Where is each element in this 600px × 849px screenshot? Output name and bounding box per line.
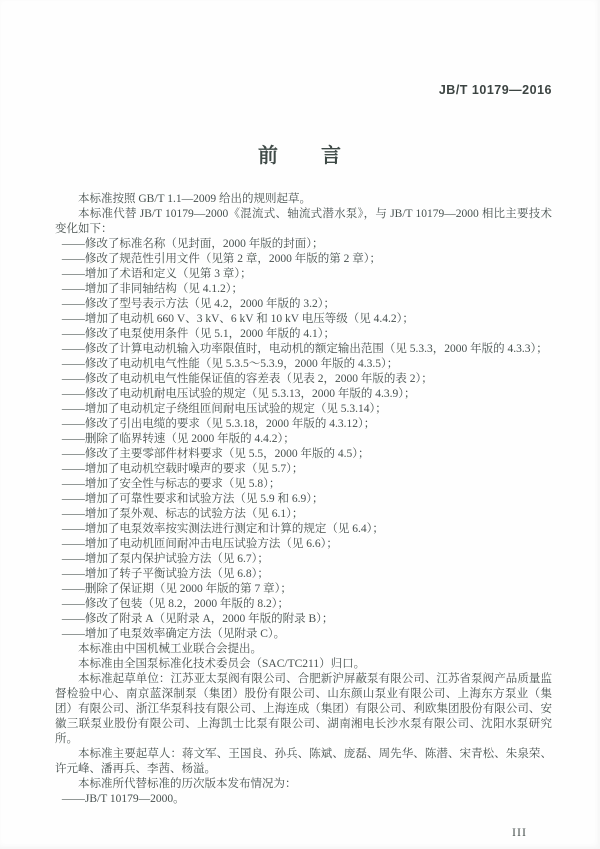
change-item: ——增加了可靠性要求和试验方法（见 5.9 和 6.9）； [61, 493, 324, 505]
closing-paragraph: 本标准主要起草人：蒋文军、王国良、孙兵、陈斌、庞磊、周先华、陈潜、宋青松、朱泉荣、许元峰、潘再兵、李茜、杨溢。 [55, 748, 552, 775]
intro-paragraph: 本标准代替 JB/T 10179—2000《混流式、轴流式潜水泵》，与 JB/T 10179—2000 相比主要技术变化如下： [55, 208, 552, 235]
change-item: ——增加了电动机空载时噪声的要求（见 5.7）； [61, 463, 304, 475]
change-item: ——增加了电泵效率按实测法进行测定和计算的规定（见 6.4）； [61, 523, 384, 535]
closing-paragraph: 本标准所代替标准的历次版本发布情况为： [78, 778, 297, 790]
closing-paragraph: 本标准起草单位：江苏亚太泵阀有限公司、合肥新沪屏蔽泵有限公司、江苏省泵阀产品质量监督检验中心、南京蓝深制泵（集团）股份有限公司、山东颜山泵业有限公司、上海东方泵业（集团）有限公司、浙江华泵科技有限公司、上海连成（集团）有限公司、利欧集团股份有限公司、安徽三联泵业股份有限公司、上海凯士比泵有限公司、湖南湘电长沙水泵有限公司、沈阳水泵研究所。 [55, 673, 552, 745]
change-list [55, 237, 552, 642]
intro-paragraphs [55, 192, 552, 237]
change-item: ——增加了电动机定子绕组匝间耐电压试验的规定（见 5.3.14）； [61, 403, 387, 415]
change-item: ——修改了引出电缆的要求（见 5.3.18，2000 年版的 4.3.12）； [61, 418, 376, 430]
change-item: ——修改了计算电动机输入功率限值时，电动机的额定输出范围（见 5.3.3，2000 年版的 4.3.3）； [61, 343, 548, 355]
change-item: ——增加了泵内保护试验方法（见 6.7）； [61, 553, 269, 565]
intro-paragraph: 本标准按照 GB/T 1.1—2009 给出的规则起草。 [78, 193, 311, 205]
closing-paragraphs [55, 642, 552, 792]
change-item: ——修改了电动机耐电压试验的规定（见 5.3.13，2000 年版的 4.3.9）； [61, 388, 416, 400]
foreword-title: 前 言 [258, 145, 342, 167]
change-item: ——增加了转子平衡试验方法（见 6.8）； [61, 568, 269, 580]
change-item: ——修改了附录 A（见附录 A，2000 年版的附录 B）； [61, 613, 334, 625]
foreword-body [55, 192, 552, 807]
change-item: ——修改了规范性引用文件（见第 2 章，2000 年版的第 2 章）； [61, 253, 382, 265]
change-item: ——增加了泵外观、标志的试验方法（见 6.1）； [61, 508, 304, 520]
history-list [55, 792, 552, 807]
change-item: ——增加了安全性与标志的要求（见 5.8）； [61, 478, 281, 490]
change-item: ——增加了术语和定义（见第 3 章）； [61, 268, 252, 280]
change-item: ——删除了临界转速（见 2000 年版的 4.4.2）； [61, 433, 295, 445]
change-item: ——增加了电动机匝间耐冲击电压试验方法（见 6.6）； [61, 538, 338, 550]
closing-paragraph: 本标准由中国机械工业联合会提出。 [78, 643, 262, 655]
change-item: ——修改了主要零部件材料要求（见 5.5，2000 年版的 4.5）； [61, 448, 370, 460]
change-item: ——删除了保证期（见 2000 年版的第 7 章）； [61, 583, 292, 595]
change-item: ——修改了电动机电气性能保证值的容差表（见表 2，2000 年版的表 2）； [61, 373, 433, 385]
change-item: ——增加了电泵效率确定方法（见附录 C）。 [61, 628, 286, 640]
page-number: III [512, 825, 527, 839]
change-item: ——修改了电泵使用条件（见 5.1，2000 年版的 4.1）； [61, 328, 336, 340]
history-item: ——JB/T 10179—2000。 [61, 793, 185, 805]
change-item: ——修改了包装（见 8.2，2000 年版的 8.2）； [61, 598, 290, 610]
change-item: ——修改了型号表示方法（见 4.2，2000 年版的 3.2）； [61, 298, 336, 310]
change-item: ——修改了电动机电气性能（见 5.3.5～5.3.9，2000 年版的 4.3.5）； [61, 358, 399, 370]
standard-code-header: JB/T 10179—2016 [438, 83, 552, 97]
closing-paragraph: 本标准由全国泵标准化技术委员会（SAC/TC211）归口。 [78, 658, 366, 670]
change-item: ——修改了标准名称（见封面，2000 年版的封面）； [61, 238, 324, 250]
change-item: ——增加了非同轴结构（见 4.1.2）； [61, 283, 244, 295]
change-item: ——增加了电动机 660 V、3 kV、6 kV 和 10 kV 电压等级（见 4.4.2）； [61, 313, 414, 325]
